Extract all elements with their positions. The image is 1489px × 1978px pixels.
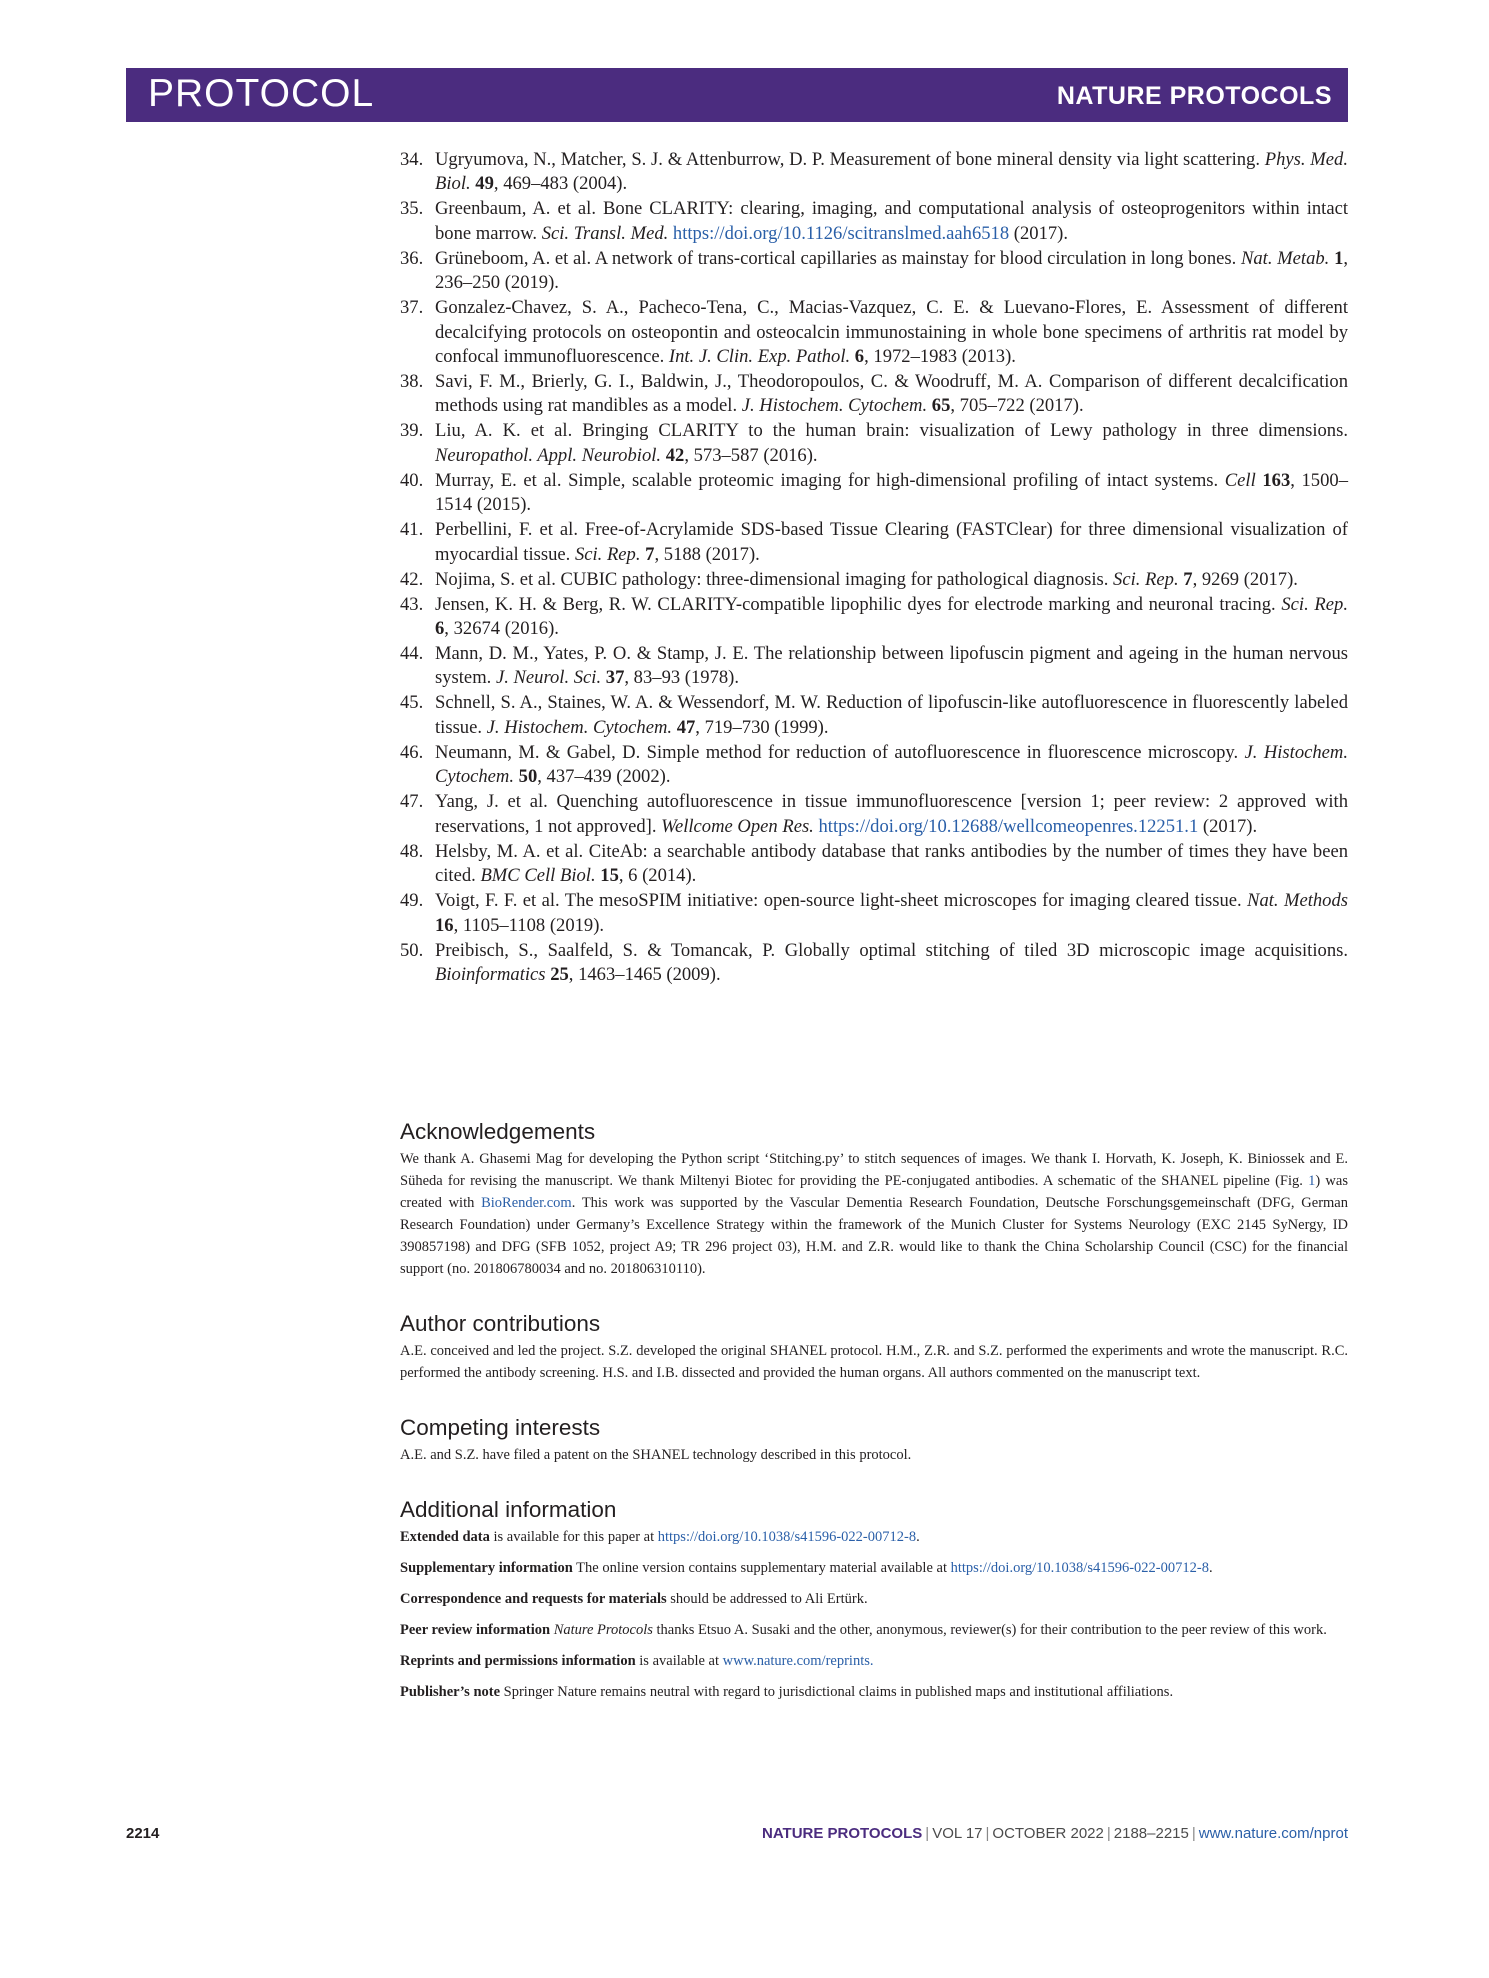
- reference-item: 48. Helsby, M. A. et al. CiteAb: a searchable antibody database that ranks antibodies by the number of times they have been cited. BMC Cell Biol. 15, 6 (2014).: [400, 840, 1348, 887]
- reference-volume: 25: [550, 963, 569, 985]
- reference-text: Perbellini, F. et al. Free-of-Acrylamide SDS-based Tissue Clearing (FASTClear) for three dimensional visualization of myocardial tissue.: [435, 519, 1348, 565]
- reference-journal: J. Histochem. Cytochem.: [741, 395, 928, 417]
- acknowledgements-text: We thank A. Ghasemi Mag for developing the Python script ‘Stitching.py’ to stitch sequences of images. We thank I. Horvath, K. Joseph, K. Biniossek and E. Süheda for revising the manuscript. We thank Miltenyi Biotec for providing the PE-conjugated antibodies. A schematic of the SHANEL pipeline (Fig. 1) was created with BioRender.com. This work was supported by the Vascular Dementia Research Foundation, Deutsche Forschungsgemeinschaft (DFG, German Research Foundation) under Germany’s Excellence Strategy within the framework of the Munich Cluster for Systems Neurology (EXC 2145 SyNergy, ID 390857198) and DFG (SFB 1052, project A9; TR 296 project 03), H.M. and Z.R. would like to thank the China Scholarship Council (CSC) for the financial support (no. 201806780034 and no. 201806310110).: [400, 1151, 1348, 1277]
- reference-volume: 6: [854, 346, 865, 368]
- reference-item: 34. Ugryumova, N., Matcher, S. J. & Attenburrow, D. P. Measurement of bone mineral density via light scattering. Phys. Med. Biol. 49, 469–483 (2004).: [400, 149, 1348, 195]
- reference-journal: Neuropathol. Appl. Neurobiol.: [435, 444, 662, 466]
- biorender-link[interactable]: BioRender.com: [481, 1195, 572, 1211]
- reference-volume: 16: [435, 914, 454, 936]
- reference-text: Liu, A. K. et al. Bringing CLARITY to the human brain: visualization of Lewy pathology in three dimensions.: [435, 420, 1348, 442]
- reference-text: Jensen, K. H. & Berg, R. W. CLARITY-compatible lipophilic dyes for electrode marking and neuronal tracing.: [435, 593, 1282, 615]
- reference-text: Helsby, M. A. et al. CiteAb: a searchable antibody database that ranks antibodies by the number of times they have been cited.: [435, 840, 1348, 887]
- reference-journal: Int. J. Clin. Exp. Pathol.: [668, 346, 851, 368]
- reference-number: 50.: [400, 939, 424, 961]
- reference-number: 35.: [400, 198, 424, 220]
- reference-number: 43.: [400, 593, 424, 615]
- reference-text: Gonzalez-Chavez, S. A., Pacheco-Tena, C., Macias-Vazquez, C. E. & Luevano-Flores, E. Assessment of different decalcifying protocols on osteopontin and osteocalcin immunostaining in whole bone specimens of arthritis rat model by confocal immunofluorescence.: [435, 297, 1348, 368]
- reference-text: Mann, D. M., Yates, P. O. & Stamp, J. E. The relationship between lipofuscin pigment and ageing in the human nervous system.: [435, 643, 1348, 689]
- reference-text: Preibisch, S., Saalfeld, S. & Tomancak, P. Globally optimal stitching of tiled 3D microscopic image acquisitions.: [435, 939, 1348, 961]
- reference-item: 50. Preibisch, S., Saalfeld, S. & Tomancak, P. Globally optimal stitching of tiled 3D microscopic image acquisitions. Bioinformatics 25, 1463–1465 (2009).: [400, 939, 1348, 985]
- reference-item: 36. Grüneboom, A. et al. A network of trans-cortical capillaries as mainstay for blood circulation in long bones. Nat. Metab. 1, 236–250 (2019).: [400, 247, 1349, 294]
- journal-url-link[interactable]: www.nature.com/nprot: [1198, 1825, 1348, 1842]
- section-label: PROTOCOL: [148, 72, 375, 115]
- reference-text: Nojima, S. et al. CUBIC pathology: three-dimensional imaging for pathological diagnosis.: [435, 568, 1114, 590]
- reference-text: Neumann, M. & Gabel, D. Simple method for reduction of autofluorescence in fluorescence microscopy.: [435, 741, 1245, 763]
- reference-number: 38.: [400, 371, 424, 393]
- publisher-note-line: Publisher’s note Springer Nature remains neutral with regard to jurisdictional claims in published maps and institutional affiliations.: [400, 1684, 1174, 1700]
- reference-journal: Sci. Rep.: [1113, 568, 1179, 590]
- reference-volume: 7: [1183, 568, 1193, 590]
- reference-number: 34.: [400, 149, 424, 170]
- reference-number: 45.: [400, 692, 424, 714]
- reference-doi-link[interactable]: https://doi.org/10.1126/scitranslmed.aah6518: [672, 222, 1010, 244]
- author-contributions-text: A.E. conceived and led the project. S.Z. developed the original SHANEL protocol. H.M., Z.R. and S.Z. performed the experiments and wrote the manuscript. R.C. performed the antibody screening. H.S. and I.B. dissected and provided the human organs. All authors commented on the manuscript text.: [400, 1343, 1348, 1381]
- reference-journal: Cell: [1224, 469, 1256, 491]
- reference-volume: 47: [676, 716, 696, 738]
- correspondence-line: Correspondence and requests for materials should be addressed to Ali Ertürk.: [400, 1591, 868, 1607]
- reference-number: 36.: [400, 247, 424, 269]
- reference-journal: J. Histochem. Cytochem.: [435, 741, 1348, 788]
- page-number: 2214: [126, 1825, 160, 1842]
- reference-number: 42.: [400, 568, 424, 590]
- reference-journal: J. Histochem. Cytochem.: [486, 716, 673, 738]
- reference-number: 39.: [400, 420, 424, 442]
- reference-journal: J. Neurol. Sci.: [495, 667, 602, 689]
- author-contributions-section: [400, 1310, 1348, 1384]
- reference-text: Schnell, S. A., Staines, W. A. & Wessendorf, M. W. Reduction of lipofuscin-like autofluorescence in fluorescently labeled tissue.: [435, 692, 1348, 738]
- reference-journal: Phys. Med. Biol.: [435, 149, 1348, 195]
- extended-data-line: Extended data is available for this paper at https://doi.org/10.1038/s41596-022-00712-8.: [400, 1529, 920, 1545]
- reference-text: Savi, F. M., Brierly, G. I., Baldwin, J., Theodoropoulos, C. & Woodruff, M. A. Comparison of different decalcification methods using rat mandibles as a model.: [435, 371, 1348, 417]
- reference-item: 41. Perbellini, F. et al. Free-of-Acrylamide SDS-based Tissue Clearing (FASTClear) for three dimensional visualization of myocardial tissue. Sci. Rep. 7, 5188 (2017).: [400, 519, 1348, 565]
- reference-volume: 163: [1262, 469, 1291, 491]
- reference-volume: 15: [600, 865, 619, 887]
- reference-volume: 49: [475, 173, 494, 195]
- reference-journal: BMC Cell Biol.: [480, 865, 596, 887]
- reference-number: 40.: [400, 469, 424, 491]
- reference-text: Murray, E. et al. Simple, scalable proteomic imaging for high-dimensional profiling of intact systems.: [435, 469, 1225, 491]
- acknowledgements-section: [400, 1118, 1348, 1280]
- reference-item: 37. Gonzalez-Chavez, S. A., Pacheco-Tena, C., Macias-Vazquez, C. E. & Luevano-Flores, E. Assessment of different decalcifying protocols on osteopontin and osteocalcin immunostaining in whole bone specimens of arthritis rat model by confocal immunofluorescence. Int. J. Clin. Exp. Pathol. 6, 1972–1983 (2013).: [400, 297, 1348, 368]
- reference-number: 47.: [400, 791, 424, 813]
- reference-item: 42. Nojima, S. et al. CUBIC pathology: three-dimensional imaging for pathological diagnosis. Sci. Rep. 7, 9269 (2017).: [400, 568, 1348, 592]
- competing-interests-text: A.E. and S.Z. have filed a patent on the SHANEL technology described in this protocol.: [400, 1447, 912, 1463]
- reference-item: 44. Mann, D. M., Yates, P. O. & Stamp, J. E. The relationship between lipofuscin pigment and ageing in the human nervous system. J. Neurol. Sci. 37, 83–93 (1978).: [400, 643, 1348, 689]
- reference-volume: 42: [665, 444, 685, 466]
- reference-number: 46.: [400, 741, 424, 763]
- reference-volume: 65: [931, 395, 951, 417]
- figure-link[interactable]: 1: [1308, 1173, 1316, 1189]
- reference-item: 39. Liu, A. K. et al. Bringing CLARITY to the human brain: visualization of Lewy pathology in three dimensions. Neuropathol. Appl. Neurobiol. 42, 573–587 (2016).: [400, 420, 1348, 466]
- reference-item: 49. Voigt, F. F. et al. The mesoSPIM initiative: open-source light-sheet microscopes for imaging cleared tissue. Nat. Methods 16, 1105–1108 (2019).: [400, 890, 1348, 936]
- back-matter: [400, 1118, 1348, 1733]
- supplementary-info-line: Supplementary information The online version contains supplementary material available at https://doi.org/10.1038/s41596-022-00712-8.: [400, 1560, 1213, 1576]
- reference-number: 37.: [400, 297, 424, 319]
- peer-review-line: Peer review information Nature Protocols thanks Etsuo A. Susaki and the other, anonymous, reviewer(s) for their contribution to the peer review of this work.: [400, 1622, 1327, 1638]
- reference-text: Ugryumova, N., Matcher, S. J. & Attenburrow, D. P. Measurement of bone mineral density via light scattering.: [435, 149, 1265, 170]
- additional-information-heading: Additional information: [400, 1497, 617, 1522]
- reference-text: Grüneboom, A. et al. A network of trans-cortical capillaries as mainstay for blood circulation in long bones.: [435, 247, 1241, 269]
- reference-number: 41.: [400, 519, 424, 541]
- reference-number: 44.: [400, 643, 424, 665]
- reference-item: 35. Greenbaum, A. et al. Bone CLARITY: clearing, imaging, and computational analysis of osteoprogenitors within intact bone marrow. Sci. Transl. Med. https://doi.org/10.1126/scitranslmed.aah6518 (2017).: [400, 198, 1348, 244]
- reference-journal: Sci. Transl. Med.: [541, 222, 669, 244]
- reference-journal: Sci. Rep.: [574, 543, 641, 565]
- reference-journal: Nat. Methods: [1247, 890, 1348, 912]
- journal-name: NATURE PROTOCOLS: [1056, 82, 1332, 110]
- reference-item: 46. Neumann, M. & Gabel, D. Simple method for reduction of autofluorescence in fluorescence microscopy. J. Histochem. Cytochem. 50, 437–439 (2002).: [400, 741, 1348, 788]
- header-banner: [126, 68, 1348, 122]
- reference-journal: Wellcome Open Res.: [661, 815, 814, 837]
- reference-list: [400, 148, 1348, 988]
- page-footer: [126, 1825, 1348, 1849]
- reprints-line: Reprints and permissions information is available at www.nature.com/reprints.: [400, 1653, 874, 1669]
- reference-volume: 6: [435, 618, 445, 640]
- reprints-link[interactable]: www.nature.com/reprints.: [722, 1653, 874, 1669]
- competing-interests-heading: Competing interests: [400, 1415, 601, 1440]
- reference-item: 43. Jensen, K. H. & Berg, R. W. CLARITY-compatible lipophilic dyes for electrode marking and neuronal tracing. Sci. Rep. 6, 32674 (2016).: [400, 593, 1348, 640]
- reference-volume: 1: [1334, 247, 1344, 269]
- extended-data-link[interactable]: https://doi.org/10.1038/s41596-022-00712-8: [657, 1529, 917, 1545]
- reference-item: 38. Savi, F. M., Brierly, G. I., Baldwin, J., Theodoropoulos, C. & Woodruff, M. A. Comparison of different decalcification methods using rat mandibles as a model. J. Histochem. Cytochem. 65, 705–722 (2017).: [400, 371, 1348, 417]
- competing-interests-section: [400, 1414, 1348, 1466]
- reference-item: 47. Yang, J. et al. Quenching autofluorescence in tissue immunofluorescence [version 1; peer review: 2 approved with reservations, 1 not approved]. Wellcome Open Res. https://doi.org/10.12688/wellcomeopenres.12251.1 (2017).: [400, 791, 1348, 837]
- reference-volume: 7: [645, 543, 655, 565]
- reference-journal: Bioinformatics: [435, 963, 546, 985]
- reference-item: 40. Murray, E. et al. Simple, scalable proteomic imaging for high-dimensional profiling of intact systems. Cell 163, 1500–1514 (2015).: [400, 469, 1348, 516]
- reference-doi-link[interactable]: https://doi.org/10.12688/wellcomeopenres.12251.1: [818, 815, 1199, 837]
- supplementary-link[interactable]: https://doi.org/10.1038/s41596-022-00712-8: [950, 1560, 1209, 1576]
- additional-information-section: [400, 1496, 1348, 1703]
- reference-journal: Nat. Metab.: [1240, 247, 1330, 269]
- reference-volume: 50: [518, 766, 538, 788]
- reference-item: 45. Schnell, S. A., Staines, W. A. & Wessendorf, M. W. Reduction of lipofuscin-like autofluorescence in fluorescently labeled tissue. J. Histochem. Cytochem. 47, 719–730 (1999).: [400, 692, 1348, 738]
- reference-number: 48.: [400, 840, 424, 862]
- reference-volume: 37: [605, 667, 625, 689]
- reference-text: Voigt, F. F. et al. The mesoSPIM initiative: open-source light-sheet microscopes for imaging cleared tissue.: [435, 890, 1248, 912]
- journal-reference: NATURE PROTOCOLS | VOL 17 | OCTOBER 2022 | 2188–2215 | www.nature.com/nprot: [761, 1825, 1348, 1842]
- acknowledgements-heading: Acknowledgements: [400, 1119, 596, 1144]
- reference-text: Yang, J. et al. Quenching autofluorescence in tissue immunofluorescence [version 1; peer review: 2 approved with reservations, 1 not approved].: [435, 791, 1348, 837]
- reference-journal: Sci. Rep.: [1281, 593, 1348, 615]
- reference-text: Greenbaum, A. et al. Bone CLARITY: clearing, imaging, and computational analysis of osteoprogenitors within intact bone marrow.: [435, 198, 1348, 244]
- author-contributions-heading: Author contributions: [400, 1311, 601, 1336]
- reference-number: 49.: [400, 890, 424, 912]
